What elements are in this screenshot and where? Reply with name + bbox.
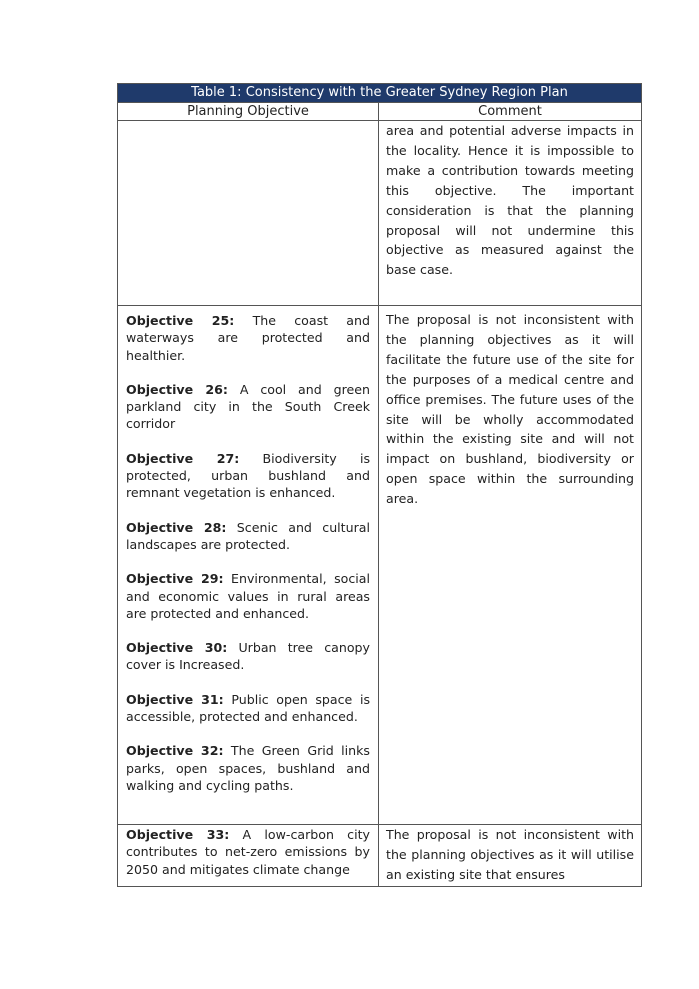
objective-label: Objective 28:	[126, 519, 227, 535]
objective-text: Scenic and cultural landscapes are protected.	[126, 519, 370, 552]
objective-text: The coast and waterways are protected and healthier.	[126, 313, 370, 363]
objective-item	[126, 570, 370, 622]
objective-text: Urban tree canopy cover is Increased.	[126, 640, 370, 673]
objective-cell	[118, 306, 379, 824]
col-header-planning-objective: Planning Objective	[118, 103, 379, 120]
objective-text: Biodiversity is protected, urban bushland and remnant vegetation is enhanced.	[126, 450, 371, 501]
objective-text: A low-carbon city contributes to net-zero emissions by 2050 and mitigates climate change	[126, 827, 370, 877]
objective-text: The Green Grid links parks, open spaces, bushland and walking and cycling paths.	[126, 743, 370, 793]
objective-label: Objective 27:	[126, 450, 240, 466]
comment-text: area and potential adverse impacts in the locality. Hence it is impossible to make a contribution towards meeting this objective. The important consideration is that the planning proposal will not undermine this objective as measured against the base case.	[386, 123, 634, 278]
table-row	[118, 825, 641, 886]
objective-text: Environmental, social and economic values in rural areas are protected and enhanced.	[126, 571, 370, 621]
objective-label: Objective 30:	[126, 640, 228, 656]
comment-cell	[379, 825, 641, 886]
objective-label: Objective 29:	[126, 571, 224, 587]
objective-item	[126, 639, 370, 674]
objective-text: Public open space is accessible, protected and enhanced.	[126, 691, 371, 725]
objective-item	[126, 450, 370, 502]
objective-label: Objective 31:	[126, 691, 224, 707]
comment-text: The proposal is not inconsistent with the planning objectives as it will utilise an existing site that ensures	[386, 827, 634, 882]
col-header-comment: Comment	[478, 104, 542, 119]
objective-label: Objective 33:	[126, 827, 230, 842]
objective-item	[126, 691, 370, 726]
table-row	[118, 306, 641, 825]
objective-item	[126, 312, 370, 364]
objective-item	[126, 826, 370, 878]
objective-label: Objective 32:	[126, 743, 224, 759]
objective-text: A cool and green parkland city in the South Creek corridor	[126, 381, 370, 432]
table-header-row	[118, 103, 641, 121]
objective-item	[126, 742, 370, 794]
consistency-table	[117, 83, 642, 887]
objective-cell	[118, 121, 379, 305]
objective-label: Objective 25:	[126, 313, 235, 328]
comment-cell	[379, 306, 641, 824]
table-row	[118, 121, 641, 306]
comment-text: The proposal is not inconsistent with the planning objectives as it will facilitate the future use of the site for the purposes of a medical centre and office premises. The future uses of the site will be wholly accommodated within the existing site and will not impact on bushland, biodiversity or open space within the surrounding area.	[386, 312, 634, 507]
objective-cell	[118, 825, 379, 886]
objective-label: Objective 26:	[126, 381, 228, 397]
comment-cell	[379, 121, 641, 305]
objective-item	[126, 519, 370, 554]
table-title: Table 1: Consistency with the Greater Sydney Region Plan	[118, 84, 641, 103]
objective-item	[126, 381, 370, 433]
